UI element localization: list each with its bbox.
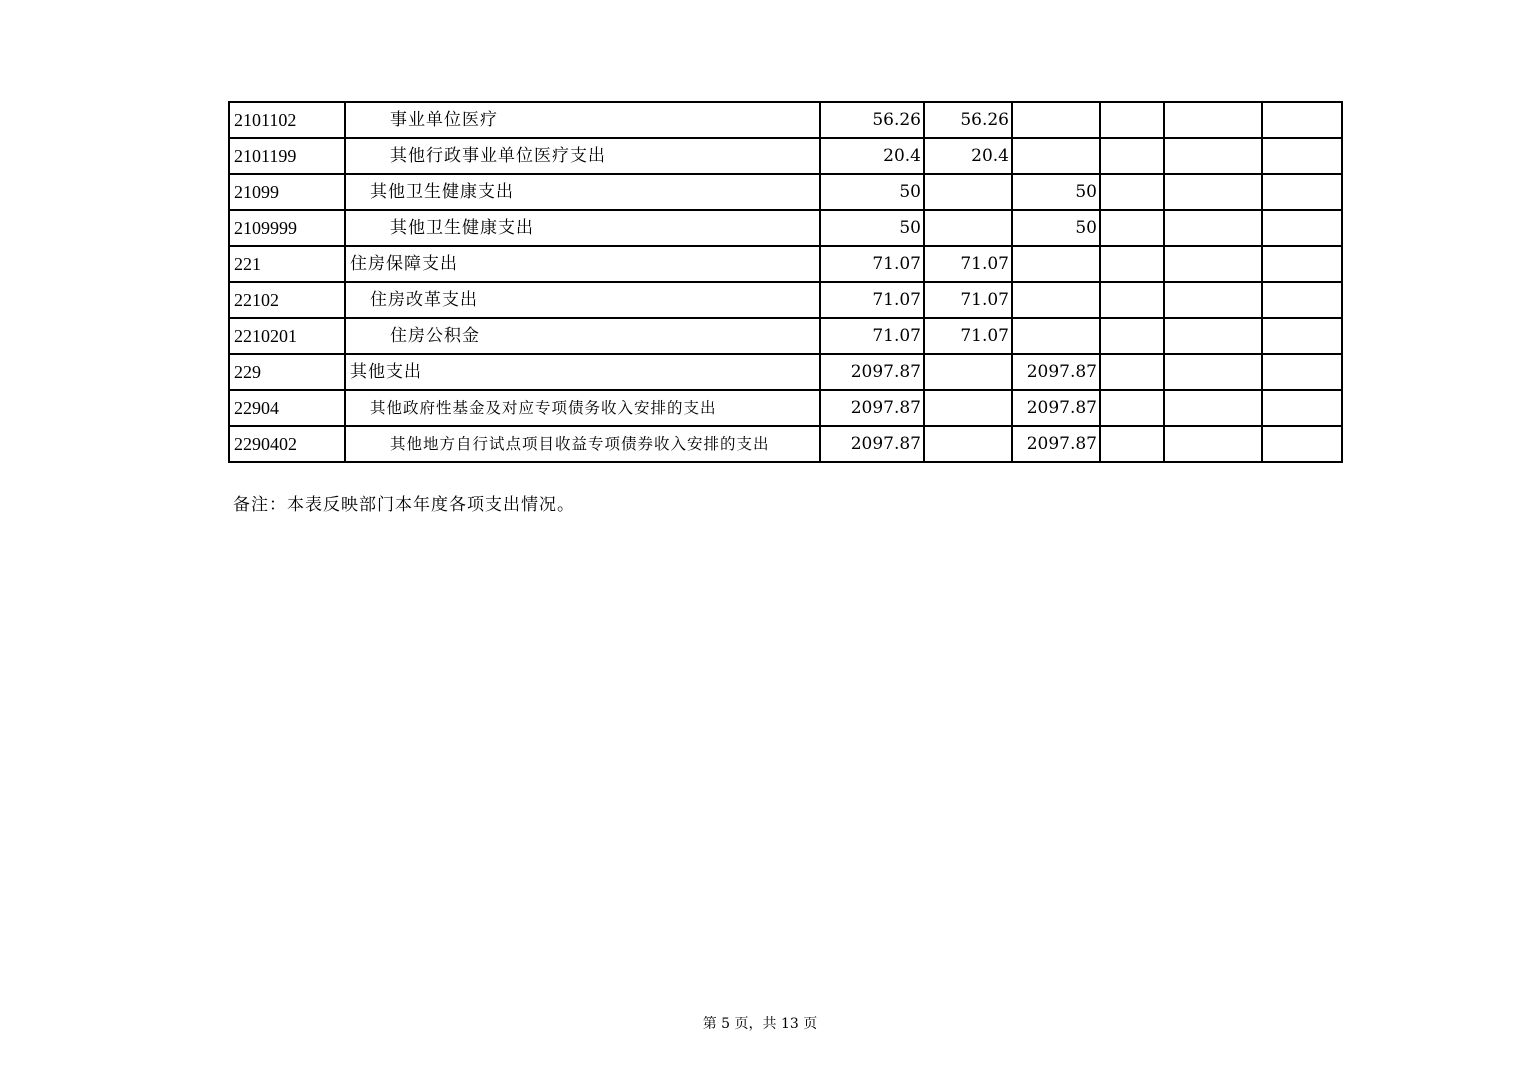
cell-code: 2101199	[229, 138, 345, 174]
table-row	[229, 318, 1342, 354]
cell-code: 229	[229, 354, 345, 390]
cell-col6	[1100, 102, 1164, 138]
cell-total: 2097.87	[820, 390, 924, 426]
cell-basic	[924, 210, 1012, 246]
cell-col7	[1164, 354, 1262, 390]
table-row	[229, 102, 1342, 138]
cell-col6	[1100, 138, 1164, 174]
cell-col6	[1100, 246, 1164, 282]
cell-col8	[1262, 102, 1342, 138]
table-row	[229, 390, 1342, 426]
cell-code: 2101102	[229, 102, 345, 138]
cell-col8	[1262, 138, 1342, 174]
cell-name: 其他地方自行试点项目收益专项债券收入安排的支出	[345, 426, 820, 462]
cell-code: 22904	[229, 390, 345, 426]
cell-col7	[1164, 426, 1262, 462]
cell-code: 2290402	[229, 426, 345, 462]
cell-total: 71.07	[820, 246, 924, 282]
cell-total: 50	[820, 174, 924, 210]
cell-project: 50	[1012, 174, 1100, 210]
cell-name: 住房保障支出	[345, 246, 820, 282]
cell-basic: 71.07	[924, 246, 1012, 282]
cell-code: 21099	[229, 174, 345, 210]
table-row	[229, 354, 1342, 390]
cell-col8	[1262, 210, 1342, 246]
table-row	[229, 426, 1342, 462]
cell-col7	[1164, 246, 1262, 282]
cell-col7	[1164, 174, 1262, 210]
cell-project	[1012, 102, 1100, 138]
budget-table	[228, 101, 1343, 463]
table-row	[229, 282, 1342, 318]
table-row	[229, 174, 1342, 210]
cell-col6	[1100, 210, 1164, 246]
cell-col6	[1100, 282, 1164, 318]
cell-project: 50	[1012, 210, 1100, 246]
table-note: 备注：本表反映部门本年度各项支出情况。	[233, 495, 575, 515]
cell-project: 2097.87	[1012, 390, 1100, 426]
cell-total: 71.07	[820, 318, 924, 354]
cell-col6	[1100, 426, 1164, 462]
cell-basic	[924, 426, 1012, 462]
cell-total: 2097.87	[820, 426, 924, 462]
cell-total: 56.26	[820, 102, 924, 138]
cell-col8	[1262, 318, 1342, 354]
page-footer: 第 5 页，共 13 页	[702, 1016, 818, 1032]
cell-basic	[924, 174, 1012, 210]
cell-col7	[1164, 282, 1262, 318]
cell-total: 71.07	[820, 282, 924, 318]
cell-col6	[1100, 354, 1164, 390]
cell-col7	[1164, 318, 1262, 354]
table-row	[229, 246, 1342, 282]
cell-basic: 71.07	[924, 318, 1012, 354]
cell-col8	[1262, 174, 1342, 210]
cell-col8	[1262, 282, 1342, 318]
cell-name: 其他行政事业单位医疗支出	[345, 138, 820, 174]
cell-code: 22102	[229, 282, 345, 318]
cell-col8	[1262, 390, 1342, 426]
cell-col7	[1164, 210, 1262, 246]
cell-project	[1012, 138, 1100, 174]
cell-col7	[1164, 102, 1262, 138]
cell-col8	[1262, 246, 1342, 282]
cell-total: 20.4	[820, 138, 924, 174]
cell-basic	[924, 390, 1012, 426]
cell-basic: 71.07	[924, 282, 1012, 318]
cell-col8	[1262, 354, 1342, 390]
cell-name: 其他政府性基金及对应专项债务收入安排的支出	[345, 390, 820, 426]
cell-name: 住房改革支出	[345, 282, 820, 318]
cell-project: 2097.87	[1012, 354, 1100, 390]
cell-basic: 56.26	[924, 102, 1012, 138]
cell-project	[1012, 246, 1100, 282]
cell-col6	[1100, 174, 1164, 210]
table-body	[229, 102, 1342, 462]
cell-col6	[1100, 390, 1164, 426]
cell-col7	[1164, 390, 1262, 426]
cell-col6	[1100, 318, 1164, 354]
cell-col8	[1262, 426, 1342, 462]
cell-name: 住房公积金	[345, 318, 820, 354]
table-row	[229, 138, 1342, 174]
cell-total: 50	[820, 210, 924, 246]
cell-col7	[1164, 138, 1262, 174]
cell-name: 事业单位医疗	[345, 102, 820, 138]
cell-code: 2109999	[229, 210, 345, 246]
cell-name: 其他支出	[345, 354, 820, 390]
cell-name: 其他卫生健康支出	[345, 174, 820, 210]
cell-basic: 20.4	[924, 138, 1012, 174]
cell-project: 2097.87	[1012, 426, 1100, 462]
cell-code: 2210201	[229, 318, 345, 354]
cell-code: 221	[229, 246, 345, 282]
cell-basic	[924, 354, 1012, 390]
cell-project	[1012, 318, 1100, 354]
cell-project	[1012, 282, 1100, 318]
cell-total: 2097.87	[820, 354, 924, 390]
cell-name: 其他卫生健康支出	[345, 210, 820, 246]
table-row	[229, 210, 1342, 246]
